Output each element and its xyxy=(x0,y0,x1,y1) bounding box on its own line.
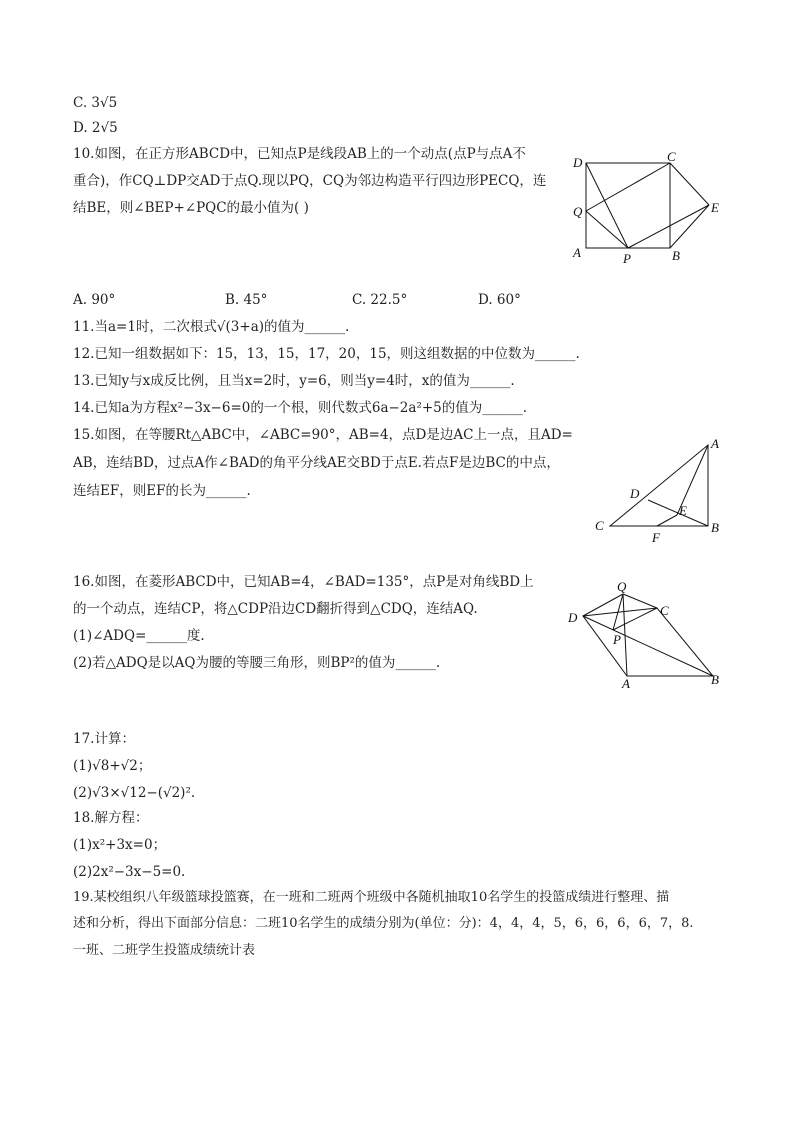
q10-line1: 10.如图，在正方形ABCD中，已知点P是线段AB上的一个动点(点P与点A不 xyxy=(73,146,526,162)
q19-line2: 述和分析，得出下面部分信息：二班10名学生的成绩分别为(单位：分)：4，4，4，5，6，6，6，6，7，8. xyxy=(73,916,694,931)
fig15-label-d: D xyxy=(630,486,640,501)
q10-line3: 结BE，则∠BEP+∠PQC的最小值为( ) xyxy=(73,200,309,216)
option-b: B. 45° xyxy=(225,292,268,308)
q15-line1: 15.如图，在等腰Rt△ABC中，∠ABC=90°，AB=4，点D是边AC上一点，且AD= xyxy=(73,427,573,443)
q17: 17.计算： xyxy=(73,731,135,747)
q15-line2: AB，连结BD，过点A作∠BAD的角平分线AE交BD于点E.若点F是边BC的中点， xyxy=(73,455,560,471)
fig16-label-c: C xyxy=(660,603,669,618)
fig15-label-c: C xyxy=(595,518,604,533)
fig16-label-b: B xyxy=(711,672,719,687)
q10-line2: 重合)，作CQ⊥DP交AD于点Q.现以PQ，CQ为邻边构造平行四边形PECQ，连 xyxy=(73,173,547,189)
fig10-label-q: Q xyxy=(573,204,583,219)
q19-line3: 一班、二班学生投篮成绩统计表 xyxy=(73,943,256,958)
fig10-label-e: E xyxy=(711,200,719,215)
q14: 14.已知a为方程x²−3x−6=0的一个根，则代数式6a−2a²+5的值为______. xyxy=(73,400,528,416)
fig10-label-c: C xyxy=(667,150,676,164)
figure-q15-triangle xyxy=(590,432,730,547)
q17-part2: (2)√3×√12−(√2)². xyxy=(73,785,196,801)
q19-line1: 19.某校组织八年级篮球投篮赛，在一班和二班两个班级中各随机抽取10名学生的投篮成绩进行整理、描 xyxy=(73,890,670,905)
fig15-label-f: F xyxy=(652,530,660,545)
q17-part1: (1)√8+√2； xyxy=(73,758,152,774)
q12: 12.已知一组数据如下：15，13，15，17，20，15，则这组数据的中位数为______. xyxy=(73,346,580,362)
q18-part1: (1)x²+3x=0； xyxy=(73,837,167,853)
q16-line2: 的一个动点，连结CP，将△CDP沿边CD翻折得到△CDQ，连结AQ. xyxy=(73,601,478,617)
fig15-label-a: A xyxy=(711,436,719,451)
figure-q10-square xyxy=(566,150,726,270)
q18-part2: (2)2x²−3x−5=0. xyxy=(73,864,186,880)
option-c-q9: C. 3√5 xyxy=(73,95,118,111)
q15-line3: 连结EF，则EF的长为______. xyxy=(73,483,251,499)
q11: 11.当a=1时，二次根式√(3+a)的值为______. xyxy=(73,319,350,335)
fig16-label-q: Q xyxy=(617,579,627,594)
q16-line4: (2)若△ADQ是以AQ为腰的等腰三角形，则BP²的值为______. xyxy=(73,655,441,671)
fig16-label-a: A xyxy=(622,676,630,691)
fig10-label-a: A xyxy=(573,245,581,260)
fig16-label-d: D xyxy=(568,610,578,625)
figure-q16-rhombus xyxy=(565,578,730,693)
fig15-label-b: B xyxy=(711,520,719,535)
fig10-label-b: B xyxy=(672,248,680,263)
option-d-q9: D. 2√5 xyxy=(73,120,118,136)
q16-line1: 16.如图，在菱形ABCD中，已知AB=4，∠BAD=135°，点P是对角线BD上 xyxy=(73,574,534,590)
option-c: C. 22.5° xyxy=(352,292,408,308)
option-d: D. 60° xyxy=(478,292,521,308)
q13: 13.已知y与x成反比例，且当x=2时，y=6，则当y=4时，x的值为______. xyxy=(73,373,515,389)
fig16-label-p: P xyxy=(613,632,621,647)
q18: 18.解方程： xyxy=(73,810,149,826)
fig10-label-d: D xyxy=(573,155,583,170)
fig15-label-e: E xyxy=(679,503,687,518)
option-a: A. 90° xyxy=(73,292,116,308)
fig10-label-p: P xyxy=(623,251,631,266)
q16-line3: (1)∠ADQ=______度. xyxy=(73,628,205,644)
